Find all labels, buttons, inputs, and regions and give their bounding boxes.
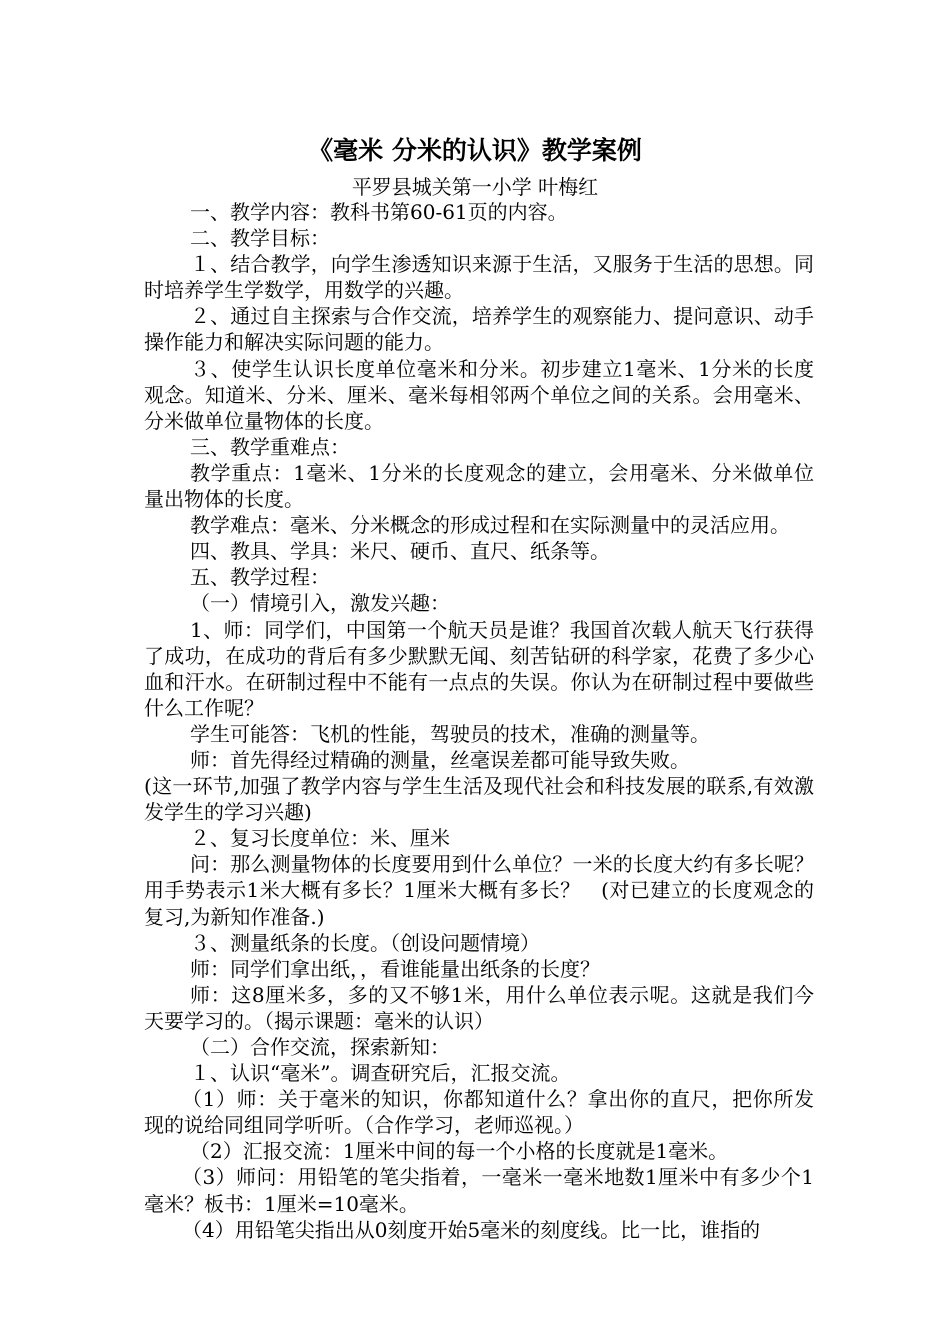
document-author: 平罗县城关第一小学 叶梅红: [351, 175, 599, 199]
paragraph: （1）师：关于毫米的知识，你都知道什么？拿出你的直尺，把你所发现的说给同组同学听听。（合作学习，老师巡视。）: [144, 1087, 814, 1138]
paragraph: 师：同学们拿出纸，，看谁能量出纸条的长度？: [190, 956, 600, 981]
paragraph: 1、师：同学们，中国第一个航天员是谁？我国首次载人航天飞行获得了成功，在成功的背后有多少默默无闻、刻苦钻研的科学家，花费了多少心血和汗水。在研制过程中不能有一点点的失误。你认为在研制过程中要做些什么工作呢？: [144, 617, 814, 720]
paragraph: （4）用铅笔尖指出从0刻度开始5毫米的刻度线。比一比，谁指的: [182, 1217, 761, 1242]
paragraph: 师：这8厘米多，多的又不够1米，用什么单位表示呢。这就是我们今天要学习的。（揭示课题：毫米的认识）: [144, 982, 814, 1033]
document-body: [144, 199, 814, 1243]
paragraph: ３、测量纸条的长度。（创设问题情境）: [190, 930, 540, 955]
paragraph: 四、教具、学具：米尺、硬币、直尺、纸条等。: [190, 539, 610, 564]
paragraph: 三、教学重难点：: [190, 434, 350, 459]
paragraph: ３、使学生认识长度单位毫米和分米。初步建立1毫米、1分米的长度观念。知道米、分米、厘米、毫米每相邻两个单位之间的关系。会用毫米、分米做单位量物体的长度。: [144, 356, 814, 433]
paragraph: （2）汇报交流：1厘米中间的每一个小格的长度就是1毫米。: [190, 1139, 729, 1164]
paragraph: （二）合作交流，探索新知：: [190, 1035, 450, 1059]
paragraph: ２、通过自主探索与合作交流，培养学生的观察能力、提问意识、动手操作能力和解决实际问题的能力。: [144, 304, 814, 355]
paragraph: （一）情境引入，激发兴趣：: [190, 591, 450, 616]
paragraph: 学生可能答：飞机的性能，驾驶员的技术，准确的测量等。: [190, 721, 710, 746]
paragraph: 一、教学内容：教科书第60-61页的内容。: [190, 200, 568, 224]
paragraph: １、认识“毫米”。调查研究后，汇报交流。: [190, 1061, 571, 1086]
paragraph: (这一环节,加强了教学内容与学生生活及现代社会和科技发展的联系,有效激发学生的学习兴趣): [144, 774, 814, 825]
paragraph: 师：首先得经过精确的测量，丝毫误差都可能导致失败。: [190, 747, 690, 772]
paragraph: １、结合教学，向学生渗透知识来源于生活，又服务于生活的思想。同时培养学生学数学，用数学的兴趣。: [144, 252, 814, 303]
paragraph: （3）师问：用铅笔的笔尖指着，一毫米一毫米地数1厘米中有多少个1毫米？板书：1厘米=10毫米。: [144, 1165, 814, 1216]
paragraph: 问：那么测量物体的长度要用到什么单位？一米的长度大约有多长呢？用手势表示1米大概有多长？1厘米大概有多长？ (对已建立的长度观念的复习,为新知作准备.): [144, 852, 814, 929]
paragraph: 教学难点：毫米、分米概念的形成过程和在实际测量中的灵活应用。: [190, 513, 790, 538]
paragraph: 教学重点：1毫米、1分米的长度观念的建立，会用毫米、分米做单位量出物体的长度。: [144, 460, 814, 512]
document-title: 《毫米 分米的认识》教学案例: [308, 136, 642, 165]
paragraph: 二、教学目标：: [190, 226, 330, 251]
paragraph: 五、教学过程：: [190, 565, 330, 590]
paragraph: ２、复习长度单位：米、厘米: [190, 826, 450, 851]
